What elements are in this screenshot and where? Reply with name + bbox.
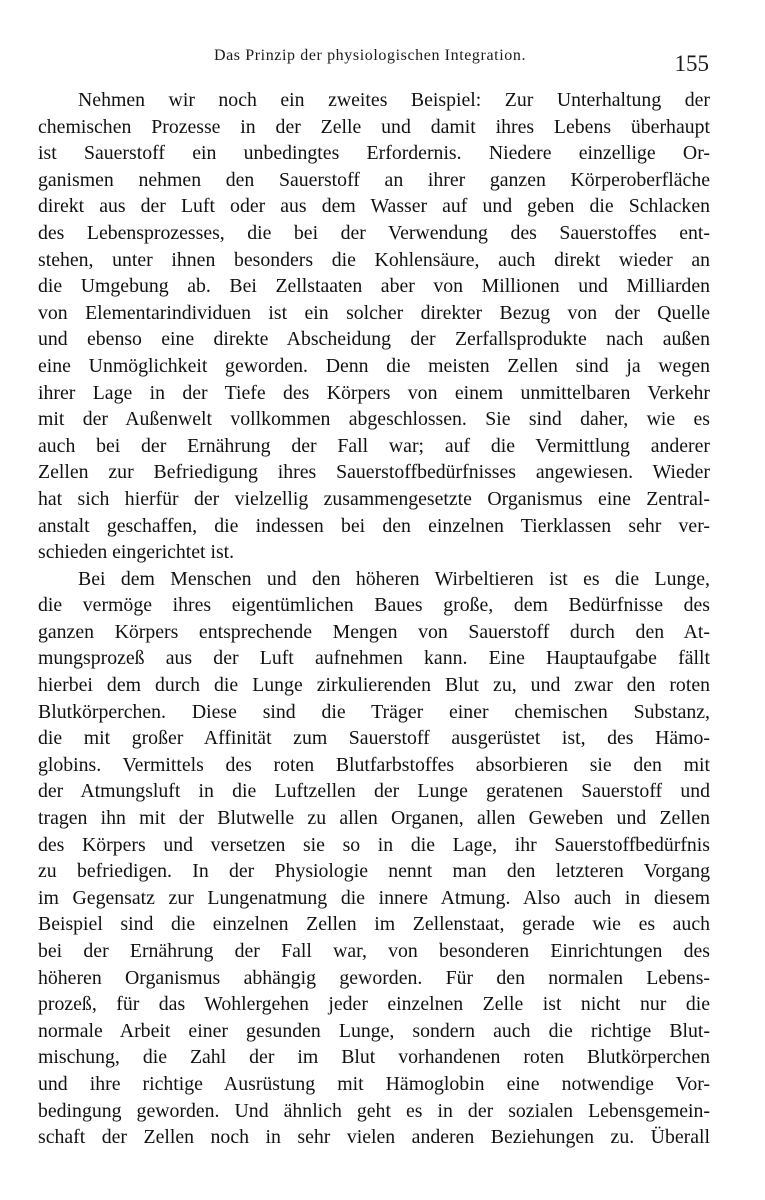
text-line: Blutkörperchen. Diese sind die Träger einer chemischen Substanz,	[38, 700, 710, 723]
text-line: und ebenso eine direkte Abscheidung der Zerfallsprodukte nach außen	[38, 328, 710, 351]
text-line: bedingung geworden. Und ähnlich geht es in der sozialen Lebensgemein-	[38, 1099, 710, 1122]
text-line: direkt aus der Luft oder aus dem Wasser auf und geben die Schlacken	[38, 195, 710, 218]
text-line: chemischen Prozesse in der Zelle und damit ihres Lebens überhaupt	[38, 115, 710, 138]
text-line: schieden eingerichtet ist.	[38, 541, 235, 564]
text-line: stehen, unter ihnen besonders die Kohlensäure, auch direkt wieder an	[38, 248, 710, 271]
text-line: des Körpers und versetzen sie so in die Lage, ihr Sauerstoffbedürfnis	[38, 833, 710, 856]
text-line: und ihre richtige Ausrüstung mit Hämoglobin eine notwendige Vor-	[38, 1072, 710, 1095]
page-number: 155	[674, 51, 709, 76]
text-line: ganismen nehmen den Sauerstoff an ihrer ganzen Körperoberfläche	[38, 168, 710, 191]
text-line: eine Unmöglichkeit geworden. Denn die meisten Zellen sind ja wegen	[38, 354, 710, 377]
text-line: mungsprozeß aus der Luft aufnehmen kann. Eine Hauptaufgabe fällt	[38, 647, 710, 670]
text-line: auch bei der Ernährung der Fall war; auf die Vermittlung anderer	[38, 434, 710, 457]
text-line: globins. Vermittels des roten Blutfarbstoffes absorbieren sie den mit	[38, 753, 710, 776]
text-line: Beispiel sind die einzelnen Zellen im Zellenstaat, gerade wie es auch	[38, 913, 710, 936]
text-line: die Umgebung ab. Bei Zellstaaten aber von Millionen und Milliarden	[38, 275, 710, 298]
text-line: im Gegensatz zur Lungenatmung die innere Atmung. Also auch in diesem	[38, 886, 710, 909]
text-line: Bei dem Menschen und den höheren Wirbeltieren ist es die Lunge,	[78, 567, 710, 590]
text-line: ganzen Körpers entsprechende Mengen von Sauerstoff durch den At-	[38, 620, 710, 643]
text-line: prozeß, für das Wohlergehen jeder einzelnen Zelle ist nicht nur die	[38, 993, 710, 1016]
paragraph-1	[38, 87, 710, 566]
text-line: ihrer Lage in der Tiefe des Körpers von einem unmittelbaren Verkehr	[38, 381, 710, 404]
text-line: schaft der Zellen noch in sehr vielen anderen Beziehungen zu. Überall	[38, 1126, 710, 1149]
text-line: bei der Ernährung der Fall war, von besonderen Einrichtungen des	[38, 940, 710, 962]
text-line: die vermöge ihres eigentümlichen Baues große, dem Bedürfnisse des	[38, 594, 710, 617]
text-line: des Lebensprozesses, die bei der Verwendung des Sauerstoffes ent-	[38, 221, 710, 244]
text-line: zu befriedigen. In der Physiologie nennt man den letzteren Vorgang	[38, 860, 710, 883]
text-line: ist Sauerstoff ein unbedingtes Erfordernis. Niedere einzellige Or-	[38, 142, 710, 165]
text-line: mischung, die Zahl der im Blut vorhandenen roten Blutkörperchen	[38, 1046, 710, 1069]
text-line: Zellen zur Befriedigung ihres Sauerstoffbedürfnisses angewiesen. Wieder	[38, 461, 710, 484]
body-text	[38, 87, 710, 1151]
paragraph-2	[38, 566, 710, 1151]
text-line: die mit großer Affinität zum Sauerstoff ausgerüstet ist, des Hämo-	[38, 727, 710, 750]
text-line: anstalt geschaffen, die indessen bei den einzelnen Tierklassen sehr ver-	[38, 514, 710, 537]
running-title: Das Prinzip der physiologischen Integration.	[213, 47, 527, 64]
text-line: normale Arbeit einer gesunden Lunge, sondern auch die richtige Blut-	[38, 1019, 710, 1042]
text-line: mit der Außenwelt vollkommen abgeschlossen. Sie sind daher, wie es	[38, 408, 710, 431]
text-line: Nehmen wir noch ein zweites Beispiel: Zur Unterhaltung der	[78, 89, 710, 111]
text-line: der Atmungsluft in die Luftzellen der Lunge geratenen Sauerstoff und	[38, 780, 710, 803]
text-line: tragen ihn mit der Blutwelle zu allen Organen, allen Geweben und Zellen	[38, 807, 710, 830]
text-line: von Elementarindividuen ist ein solcher direkter Bezug von der Quelle	[38, 301, 710, 324]
text-line: höheren Organismus abhängig geworden. Für den normalen Lebens-	[38, 966, 710, 989]
text-line: hierbei dem durch die Lunge zirkulierenden Blut zu, und zwar den roten	[38, 674, 710, 697]
running-header	[0, 45, 765, 75]
text-line: hat sich hierfür der vielzellig zusammengesetzte Organismus eine Zentral-	[38, 487, 710, 510]
